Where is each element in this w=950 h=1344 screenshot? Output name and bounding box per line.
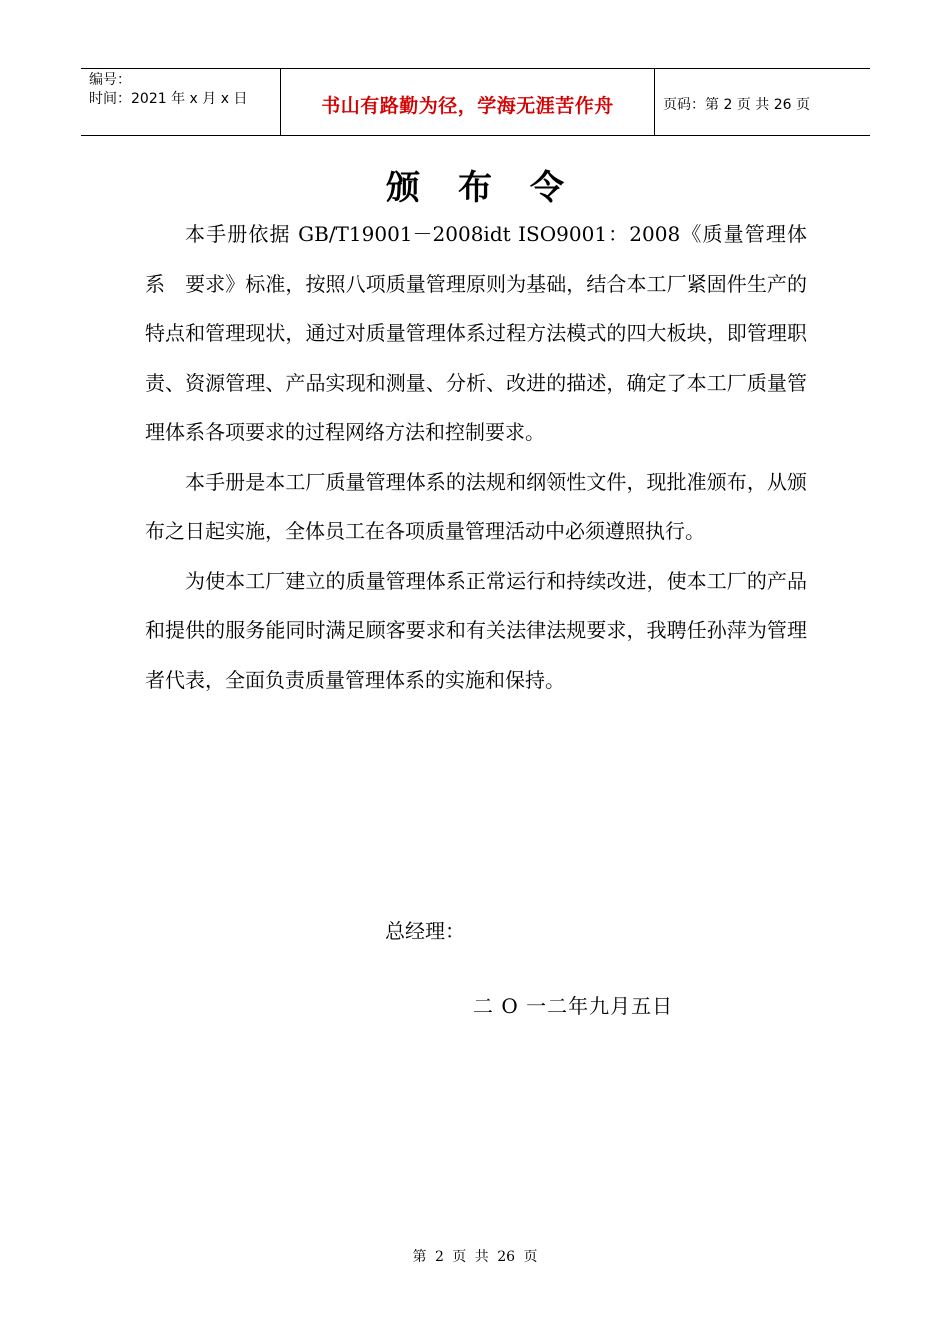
- document-time-label: 时间：2021 年 x 月 x 日: [89, 91, 248, 107]
- document-title: 颁布令: [386, 168, 602, 208]
- signature-label: 总经理：: [385, 919, 465, 943]
- header-page-cell: [655, 69, 870, 135]
- header-motto: 书山有路勤为径，学海无涯苦作舟: [321, 94, 614, 117]
- body-paragraph-1: 本手册依据 GB/T19001－2008idt ISO9001：2008《质量管理体系 要求》标准，按照八项质量管理原则为基础，结合本工厂紧固件生产的特点和管理现状，通过对质量管理体系过程方法模式的四大板块，即管理职责、资源管理、产品实现和测量、分析、改进的描述，确定了本工厂质量管理体系各项要求的过程网络方法和控制要求。: [145, 222, 807, 444]
- page-header: [81, 68, 870, 136]
- document-body: [145, 210, 807, 705]
- issue-date: 二 O 一二年九月五日: [473, 994, 674, 1018]
- body-paragraph-3: 为使本工厂建立的质量管理体系正常运行和持续改进，使本工厂的产品和提供的服务能同时满足顾客要求和有关法律法规要求，我聘任孙萍为管理者代表，全面负责质量管理体系的实施和保持。: [145, 568, 807, 692]
- document-number-label: 编号：: [89, 72, 131, 88]
- header-page-info: 页码：第 2 页 共 26 页: [663, 97, 810, 113]
- body-paragraph-2: 本手册是本工厂质量管理体系的法规和纲领性文件，现批准颁布，从颁布之日起实施，全体员工在各项质量管理活动中必须遵照执行。: [145, 469, 807, 543]
- header-meta-cell: [81, 69, 281, 135]
- header-motto-cell: [281, 69, 655, 135]
- page-footer: 第 2 页 共 26 页: [412, 1249, 538, 1265]
